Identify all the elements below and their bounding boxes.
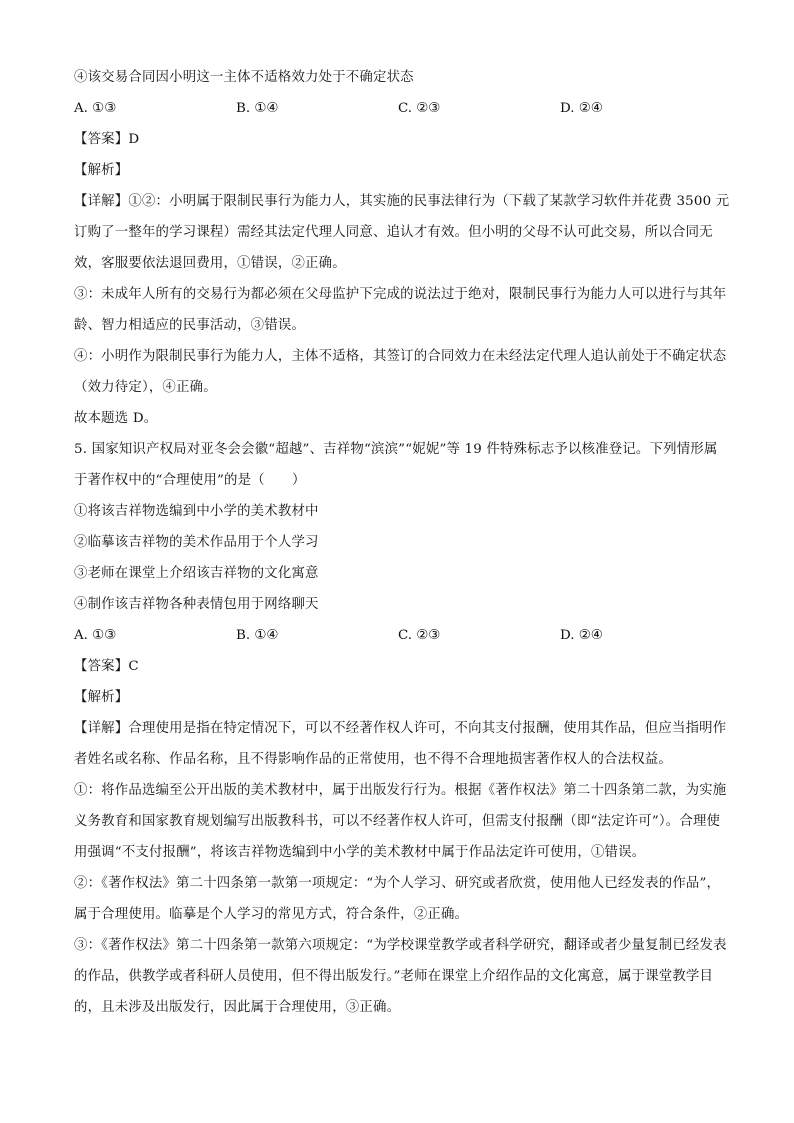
- q5-statement-4: ④制作该吉祥物各种表情包用于网络聊天: [74, 597, 319, 612]
- q4-detail: 【详解】①②：小明属于限制民事行为能力人，其实施的民事法律行为（下载了某款学习软件并花费 3500 元订购了一整年的学习课程）需经其法定代理人同意、追认才有效。但小明的父母不认可此交易，所以合同无效，客服要依法退回费用，①错误，②正确。: [74, 194, 730, 271]
- q4-point-4: ④：小明作为限制民事行为能力人，主体不适格，其签订的合同效力在未经法定代理人追认前处于不确定状态（效力待定），④正确。: [74, 349, 727, 395]
- q4-answer: 【答案】D: [74, 132, 140, 147]
- q5-point-3: ③：《著作权法》第二十四条第一款第六项规定：“为学校课堂教学或者科学研究，翻译或者少量复制已经发表的作品，供教学或者科研人员使用，但不得出版发行。”老师在课堂上介绍作品的文化寓意，属于课堂教学目的，且未涉及出版发行，因此属于合理使用，③正确。: [74, 938, 727, 1015]
- q5-option-b: B. ①④: [236, 628, 279, 643]
- q4-analysis-heading: 【解析】: [74, 163, 129, 178]
- q5-stem: 5. 国家知识产权局对亚冬会会徽“超越”、吉祥物“滨滨”“妮妮”等 19 件特殊标志予以核准登记。下列情形属于著作权中的“合理使用”的是（ ）: [74, 442, 718, 488]
- q5-option-d: D. ②④: [560, 628, 603, 643]
- q4-option-d: D. ②④: [560, 101, 603, 116]
- q4-option-a: A. ①③: [74, 101, 117, 116]
- q4-options: [74, 93, 730, 124]
- q5-analysis-heading: 【解析】: [74, 690, 129, 705]
- q5-option-c: C. ②③: [398, 628, 441, 643]
- q5-options: [74, 620, 730, 651]
- q5-detail: 【详解】合理使用是指在特定情况下，可以不经著作权人许可，不向其支付报酬，使用其作品，但应当指明作者姓名或名称、作品名称，且不得影响作品的正常使用，也不得不合理地损害著作权人的合法权益。: [74, 721, 727, 767]
- q5-statement-2: ②临摹该吉祥物的美术作品用于个人学习: [74, 535, 319, 550]
- q5-point-1: ①：将作品选编至公开出版的美术教材中，属于出版发行行为。根据《著作权法》第二十四条第二款，为实施义务教育和国家教育规划编写出版教科书，可以不经著作权人许可，但需支付报酬（即“法定许可”）。合理使用强调“不支付报酬”，将该吉祥物选编到中小学的美术教材中属于作品法定许可使用，①错误。: [74, 783, 727, 860]
- q5-statement-1: ①将该吉祥物选编到中小学的美术教材中: [74, 504, 319, 519]
- q4-conclusion: 故本题选 D。: [74, 411, 158, 426]
- q5-answer: 【答案】C: [74, 659, 139, 674]
- q5-point-2: ②：《著作权法》第二十四条第一款第一项规定：“为个人学习、研究或者欣赏，使用他人已经发表的作品”，属于合理使用。临摹是个人学习的常见方式，符合条件，②正确。: [74, 876, 721, 922]
- q5-option-a: A. ①③: [74, 628, 117, 643]
- q4-statement-4: ④该交易合同因小明这一主体不适格效力处于不确定状态: [74, 70, 414, 85]
- document-page: [74, 62, 730, 1023]
- q4-option-b: B. ①④: [236, 101, 279, 116]
- q4-point-3: ③：未成年人所有的交易行为都必须在父母监护下完成的说法过于绝对，限制民事行为能力人可以进行与其年龄、智力相适应的民事活动，③错误。: [74, 287, 727, 333]
- q4-option-c: C. ②③: [398, 101, 441, 116]
- q5-statement-3: ③老师在课堂上介绍该吉祥物的文化寓意: [74, 566, 319, 581]
